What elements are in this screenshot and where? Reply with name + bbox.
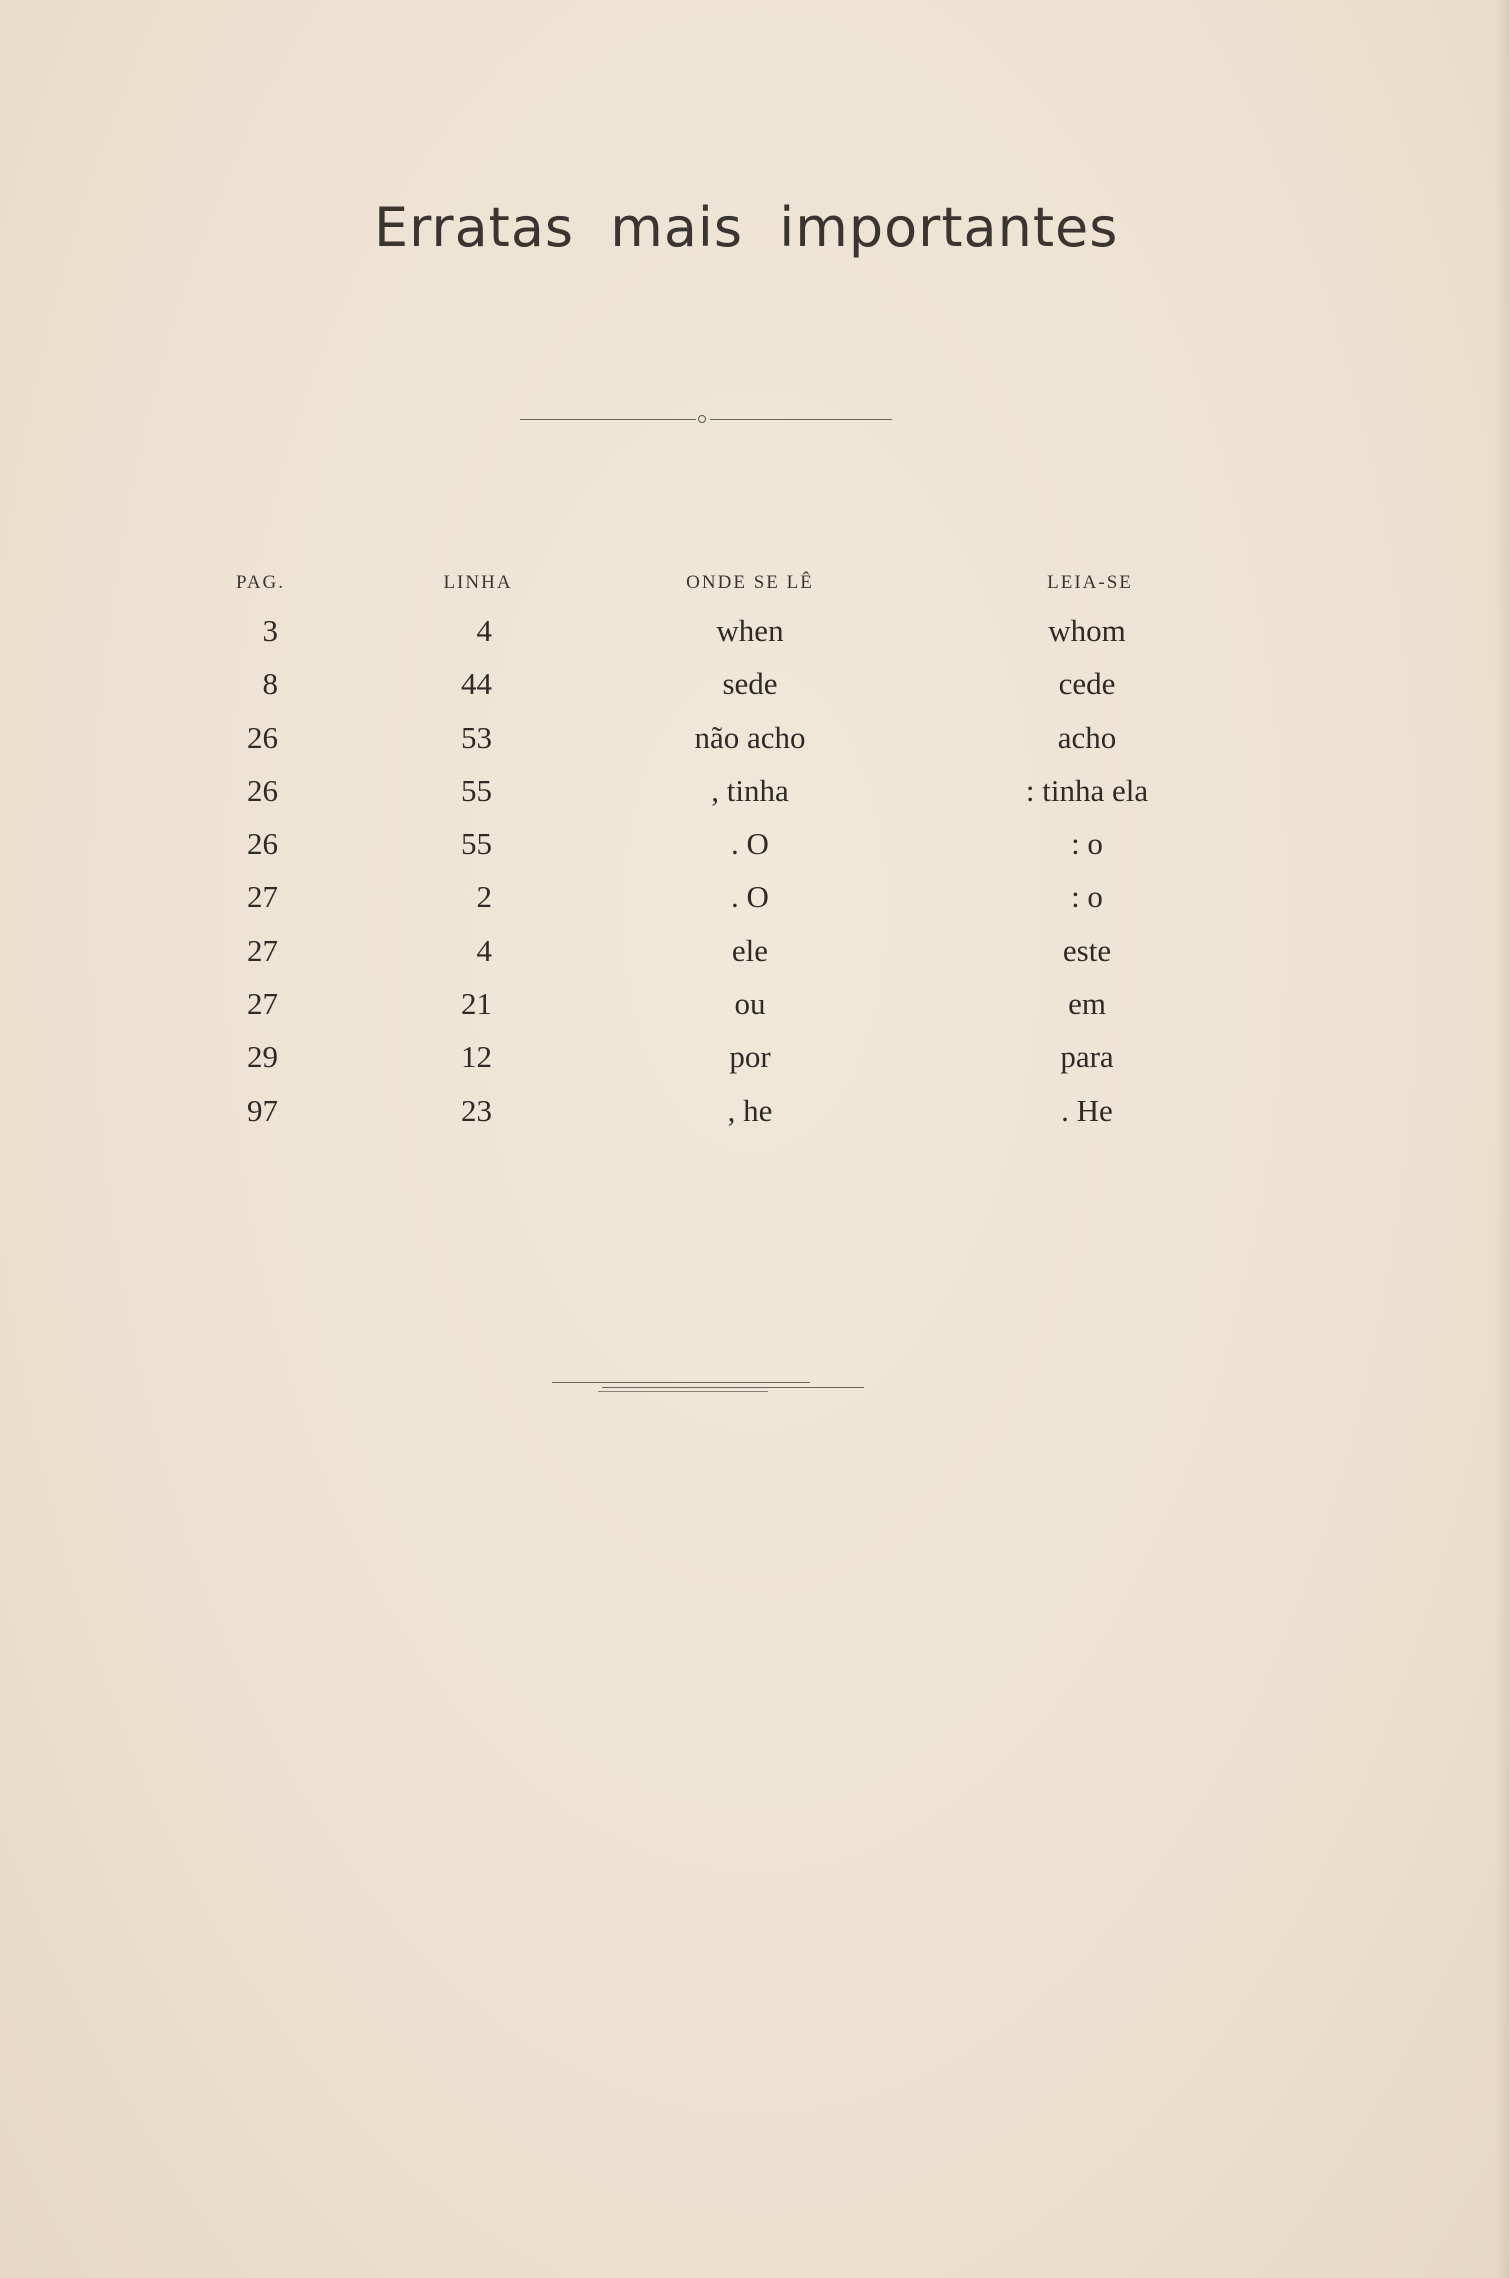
cell-linha: 4	[476, 932, 492, 968]
cell-onde-se-le: ou	[734, 986, 766, 1022]
table-row	[0, 873, 1509, 926]
cell-leia-se: para	[1060, 1039, 1114, 1075]
cell-linha: 2	[476, 879, 492, 915]
cell-onde-se-le: . O	[731, 826, 769, 862]
header-onde-se-le: ONDE SE LÊ	[686, 572, 814, 593]
cell-onde-se-le: ele	[731, 932, 769, 968]
table-row	[0, 980, 1509, 1033]
cell-leia-se: : o	[1071, 826, 1103, 862]
table-row	[0, 607, 1509, 660]
cell-pag: 3	[262, 613, 278, 648]
ornament-rule	[598, 1391, 768, 1392]
ornament-rule	[552, 1382, 810, 1383]
ornament-line-left	[520, 419, 696, 420]
ornament-line-right	[710, 419, 892, 420]
cell-leia-se: cede	[1058, 666, 1116, 702]
errata-table	[0, 607, 1509, 1140]
cell-onde-se-le: por	[729, 1039, 771, 1075]
bottom-ornament-divider	[552, 1382, 864, 1394]
table-row	[0, 767, 1509, 820]
cell-onde-se-le: , tinha	[711, 772, 789, 808]
header-pag: PAG.	[236, 572, 286, 593]
cell-linha: 55	[461, 826, 492, 862]
table-row	[0, 714, 1509, 767]
cell-pag: 26	[247, 826, 278, 862]
ornament-dot	[698, 415, 706, 423]
cell-pag: 27	[247, 879, 278, 915]
cell-pag: 97	[247, 1092, 278, 1128]
cell-linha: 4	[476, 613, 492, 648]
cell-linha: 21	[461, 986, 492, 1022]
ornament-rule	[602, 1387, 864, 1388]
cell-onde-se-le: , he	[727, 1092, 773, 1128]
cell-onde-se-le: . O	[731, 879, 769, 915]
cell-leia-se: whom	[1048, 613, 1126, 648]
header-leia-se: LEIA-SE	[1047, 572, 1133, 593]
table-row	[0, 927, 1509, 980]
top-ornament-divider	[520, 414, 892, 426]
cell-leia-se: em	[1068, 986, 1106, 1022]
cell-pag: 8	[262, 666, 278, 702]
cell-onde-se-le: não acho	[694, 719, 806, 755]
cell-pag: 27	[247, 986, 278, 1022]
cell-linha: 55	[461, 772, 492, 808]
cell-onde-se-le: sede	[722, 666, 778, 702]
table-row	[0, 1087, 1509, 1140]
table-row	[0, 660, 1509, 713]
header-linha: LINHA	[443, 572, 513, 593]
cell-pag: 26	[247, 719, 278, 755]
cell-leia-se: este	[1062, 932, 1112, 968]
cell-pag: 29	[247, 1039, 278, 1075]
cell-linha: 44	[461, 666, 492, 702]
cell-linha: 53	[461, 719, 492, 755]
cell-leia-se: : o	[1071, 879, 1103, 915]
cell-leia-se: . He	[1061, 1092, 1113, 1128]
cell-pag: 26	[247, 772, 278, 808]
table-row	[0, 1033, 1509, 1086]
cell-linha: 12	[461, 1039, 492, 1075]
page-title: Erratas mais importantes	[374, 196, 1119, 259]
cell-onde-se-le: when	[716, 613, 784, 648]
cell-leia-se: acho	[1057, 719, 1117, 755]
cell-pag: 27	[247, 932, 278, 968]
cell-leia-se: : tinha ela	[1025, 772, 1149, 808]
table-row	[0, 820, 1509, 873]
cell-linha: 23	[461, 1092, 492, 1128]
